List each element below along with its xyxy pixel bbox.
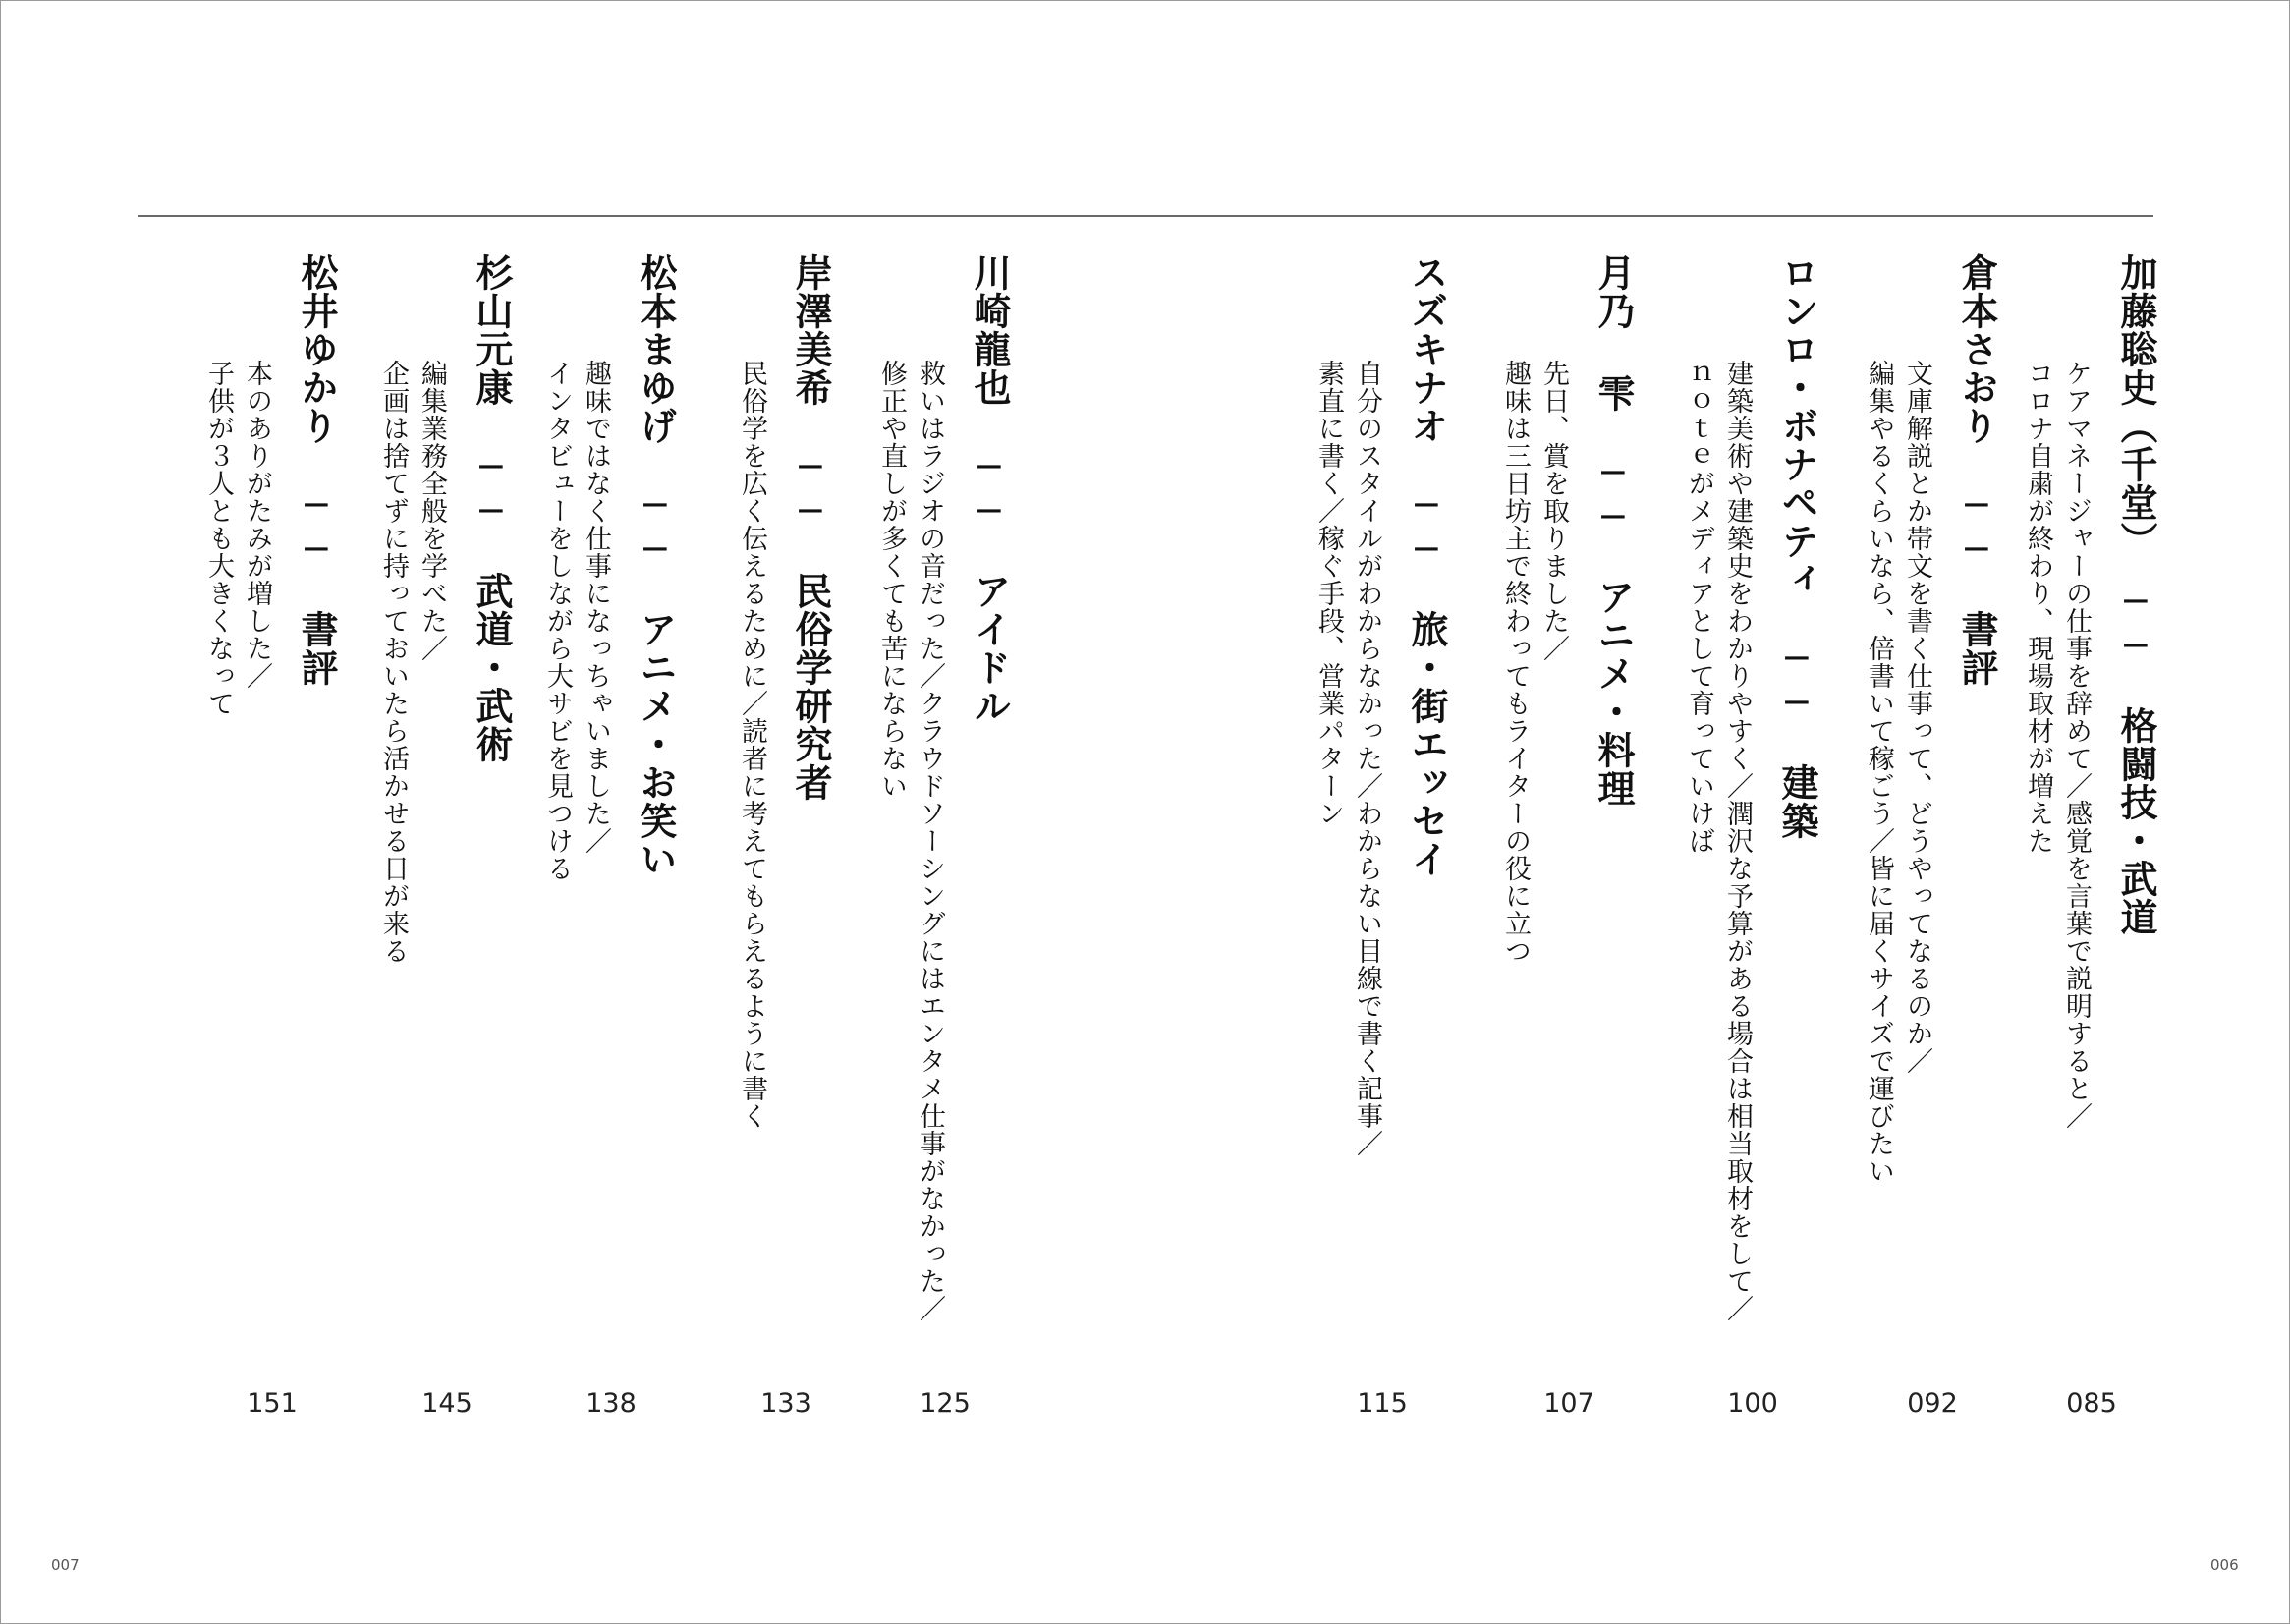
entry-description-line: 子供が３人とも大きくなって: [203, 360, 234, 717]
entry-title: 松本まゆげ ── アニメ・お笑い: [634, 253, 677, 878]
entry-description-line: 先日、賞を取りました／: [1538, 360, 1569, 662]
page-number[interactable]: 100: [1727, 1388, 1778, 1419]
entry-description-line: 編集やるくらいなら、倍書いて稼ごう／皆に届くサイズで運びたい: [1864, 360, 1894, 1185]
entry-description-line: 趣味ではなく仕事になっちゃいました／: [581, 360, 611, 855]
entry-title: スズキナオ ── 旅・街エッセイ: [1405, 253, 1448, 878]
entry-description-line: 民俗学を広く伝えるために／読者に考えてもらえるように書く: [737, 360, 767, 1130]
entry-title: 倉本さおり ── 書評: [1955, 253, 1998, 687]
entry-description: [1860, 360, 1936, 1185]
entry-description-line: 自分のスタイルがわからなかった／わからない目線で書く記事／: [1352, 360, 1382, 1157]
entry-description-line: 文庫解説とか帯文を書く仕事って、どうやってなるのか／: [1902, 360, 1932, 1075]
top-rule: [138, 215, 2153, 217]
entry-description: [733, 360, 771, 1130]
entry-description-line: 修正や直しが多くても苦にならない: [876, 360, 907, 800]
entry-description: [1496, 360, 1573, 965]
page-number[interactable]: 092: [1907, 1388, 1958, 1419]
page-number[interactable]: 125: [920, 1388, 971, 1419]
entry-title: 松井ゆかり ── 書評: [295, 253, 338, 687]
entry-description-line: 建築美術や建築史をわかりやすく／潤沢な予算がある場合は相当取材をして／: [1722, 360, 1753, 1322]
entry-description: [538, 360, 615, 882]
entry-description-line: ｎｏｔｅがメディアとして育っていけば: [1684, 360, 1714, 855]
entry-description: [199, 360, 276, 717]
entry-description: [1680, 360, 1757, 1322]
page-number[interactable]: 138: [586, 1388, 637, 1419]
entry-description-line: 編集業務全般を学べた／: [417, 360, 447, 662]
page-number[interactable]: 107: [1543, 1388, 1594, 1419]
entry-description-line: 本のありがたみが増した／: [242, 360, 272, 690]
page-number[interactable]: 133: [760, 1388, 811, 1419]
entry-title: 川崎龍也 ── アイドル: [968, 253, 1011, 725]
entry-description-line: 趣味は三日坊主で終わってもライターの役に立つ: [1500, 360, 1531, 965]
entry-description-line: インタビューをしながら大サビを見つける: [542, 360, 573, 882]
entry-description: [374, 360, 451, 965]
entry-description: [1310, 360, 1386, 1157]
page-number[interactable]: 151: [247, 1388, 298, 1419]
entry-title: 岸澤美希 ── 民俗学研究者: [789, 253, 832, 802]
entry-description: [872, 360, 949, 1322]
entry-title: 加藤聡史（千堂） ── 格闘技・武道: [2114, 253, 2157, 936]
entry-title: 月乃 雫 ── アニメ・料理: [1592, 253, 1635, 808]
page-number[interactable]: 145: [421, 1388, 473, 1419]
page-number[interactable]: 115: [1357, 1388, 1408, 1419]
entry-description-line: 素直に書く／稼ぐ手段、営業パターン: [1313, 360, 1344, 827]
folio-left: 007: [51, 1556, 80, 1574]
folio-right: 006: [2210, 1556, 2239, 1574]
entry-description-line: ケアマネージャーの仕事を辞めて／感覚を言葉で説明すると／: [2061, 360, 2092, 1130]
entry-title: 杉山元康 ── 武道・武術: [470, 253, 513, 763]
entry-title: ロンロ・ボナペティ ── 建築: [1775, 253, 1818, 840]
entry-description: [2019, 360, 2095, 1130]
entry-description-line: 企画は捨てずに持っておいたら活かせる日が来る: [378, 360, 409, 965]
page-number[interactable]: 085: [2066, 1388, 2117, 1419]
entry-description-line: 救いはラジオの音だった／クラウドソーシングにはエンタメ仕事がなかった／: [915, 360, 945, 1322]
entry-description-line: コロナ自粛が終わり、現場取材が増えた: [2023, 360, 2053, 855]
